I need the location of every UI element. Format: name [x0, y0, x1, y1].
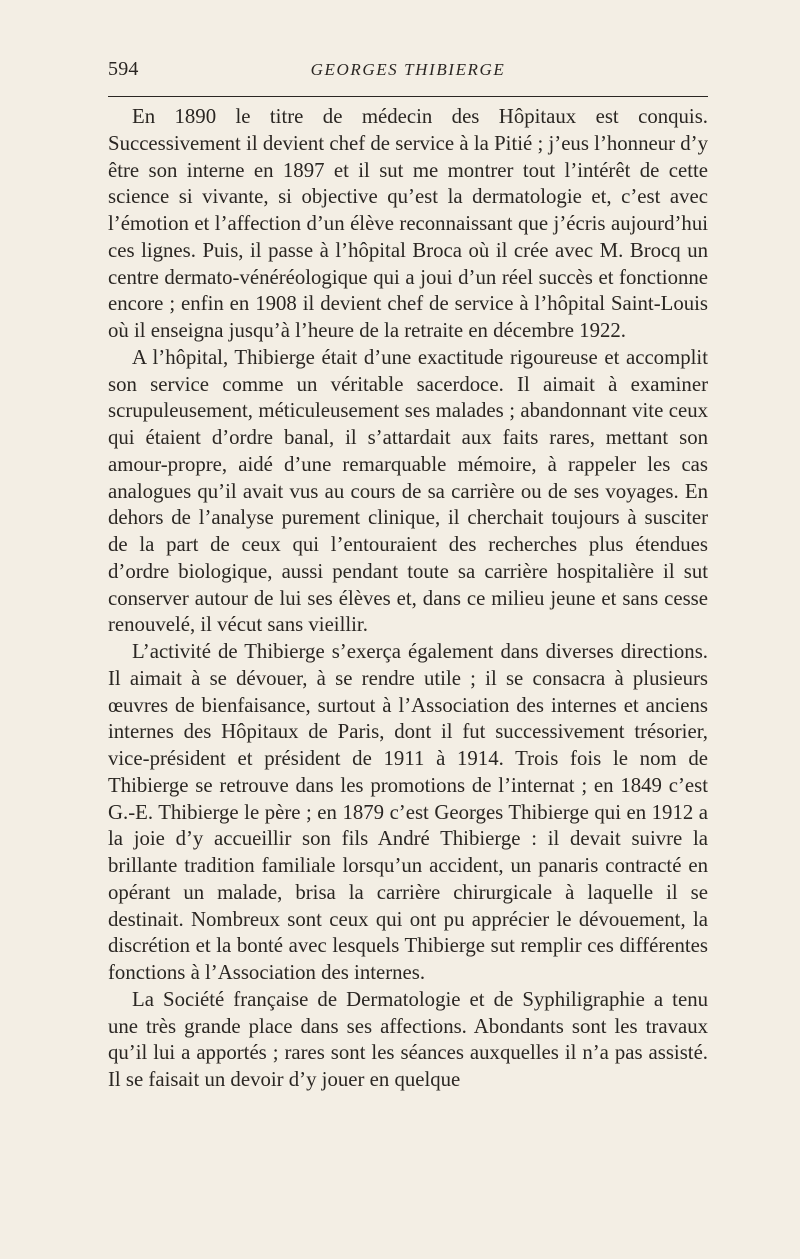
running-head-title: GEORGES THIBIERGE — [310, 60, 506, 79]
body-text — [108, 104, 708, 1094]
header-rule — [108, 96, 708, 97]
running-head — [108, 58, 708, 88]
paragraph-association-activity: L’activité de Thibierge s’exerça également dans diverses directions. Il aimait à se dévouer, à se rendre utile ; il se consacra à plusieurs œuvres de bienfaisance, surtout à l’Association des internes et anciens internes des Hôpitaux de Paris, dont il fut successivement trésorier, vice-président et président de 1911 à 1914. Trois fois le nom de Thibierge se retrouve dans les promotions de l’internat ; en 1849 c’est G.-E. Thibierge le père ; en 1879 c’est Georges Thibierge qui en 1912 a la joie d’y accueillir son fils André Thibierge : il devait suivre la brillante tradition familiale lorsqu’un accident, un panaris contracté en opérant un malade, brisa la carrière chirurgicale à laquelle il se destinait. Nombreux sont ceux qui ont pu apprécier le dévouement, la discrétion et la bonté avec lesquels Thibierge sut remplir ces différentes fonctions à l’Association des internes. — [108, 640, 708, 984]
paragraph-hospital-work: A l’hôpital, Thibierge était d’une exactitude rigoureuse et accomplit son service comme un véritable sacerdoce. Il aimait à examiner scrupuleusement, méticuleusement ses malades ; abandonnant vite ceux qui étaient d’ordre banal, il s’attardait aux faits rares, mettant son amour-propre, aidé d’une remarquable mémoire, à rappeler les cas analogues qu’il avait vus au cours de sa carrière ou de ses voyages. En dehors de l’analyse purement clinique, il cherchait toujours à susciter de la part de ceux qui l’entouraient des recherches plus étendues d’ordre biologique, aussi pendant toute sa carrière hospitalière il sut conserver autour de lui ses élèves et, dans ce milieu jeune et sans cesse renouvelé, il vécut sans vieillir. — [108, 345, 708, 637]
page-number: 594 — [108, 58, 139, 80]
paragraph-career: En 1890 le titre de médecin des Hôpitaux est conquis. Successivement il devient chef de service à la Pitié ; j’eus l’honneur d’y être son interne en 1897 et il sut me montrer tout l’intérêt de cette science si vivante, si objective qu’est la dermatologie et, c’est avec l’émotion et l’affection d’un élève reconnaissant que j’écris aujourd’hui ces lignes. Puis, il passe à l’hôpital Broca où il crée avec M. Brocq un centre dermato-vénéréologique qui a joui d’un réel succès et fonctionne encore ; enfin en 1908 il devient chef de service à l’hôpital Saint-Louis où il enseigna jusqu’à l’heure de la retraite en décembre 1922. — [108, 105, 708, 342]
paragraph-society-dermatology: La Société française de Dermatologie et de Syphiligraphie a tenu une très grande place dans ses affections. Abondants sont les travaux qu’il lui a apportés ; rares sont les séances auxquelles il n’a pas assisté. Il se faisait un devoir d’y jouer en quelque — [108, 987, 708, 1091]
